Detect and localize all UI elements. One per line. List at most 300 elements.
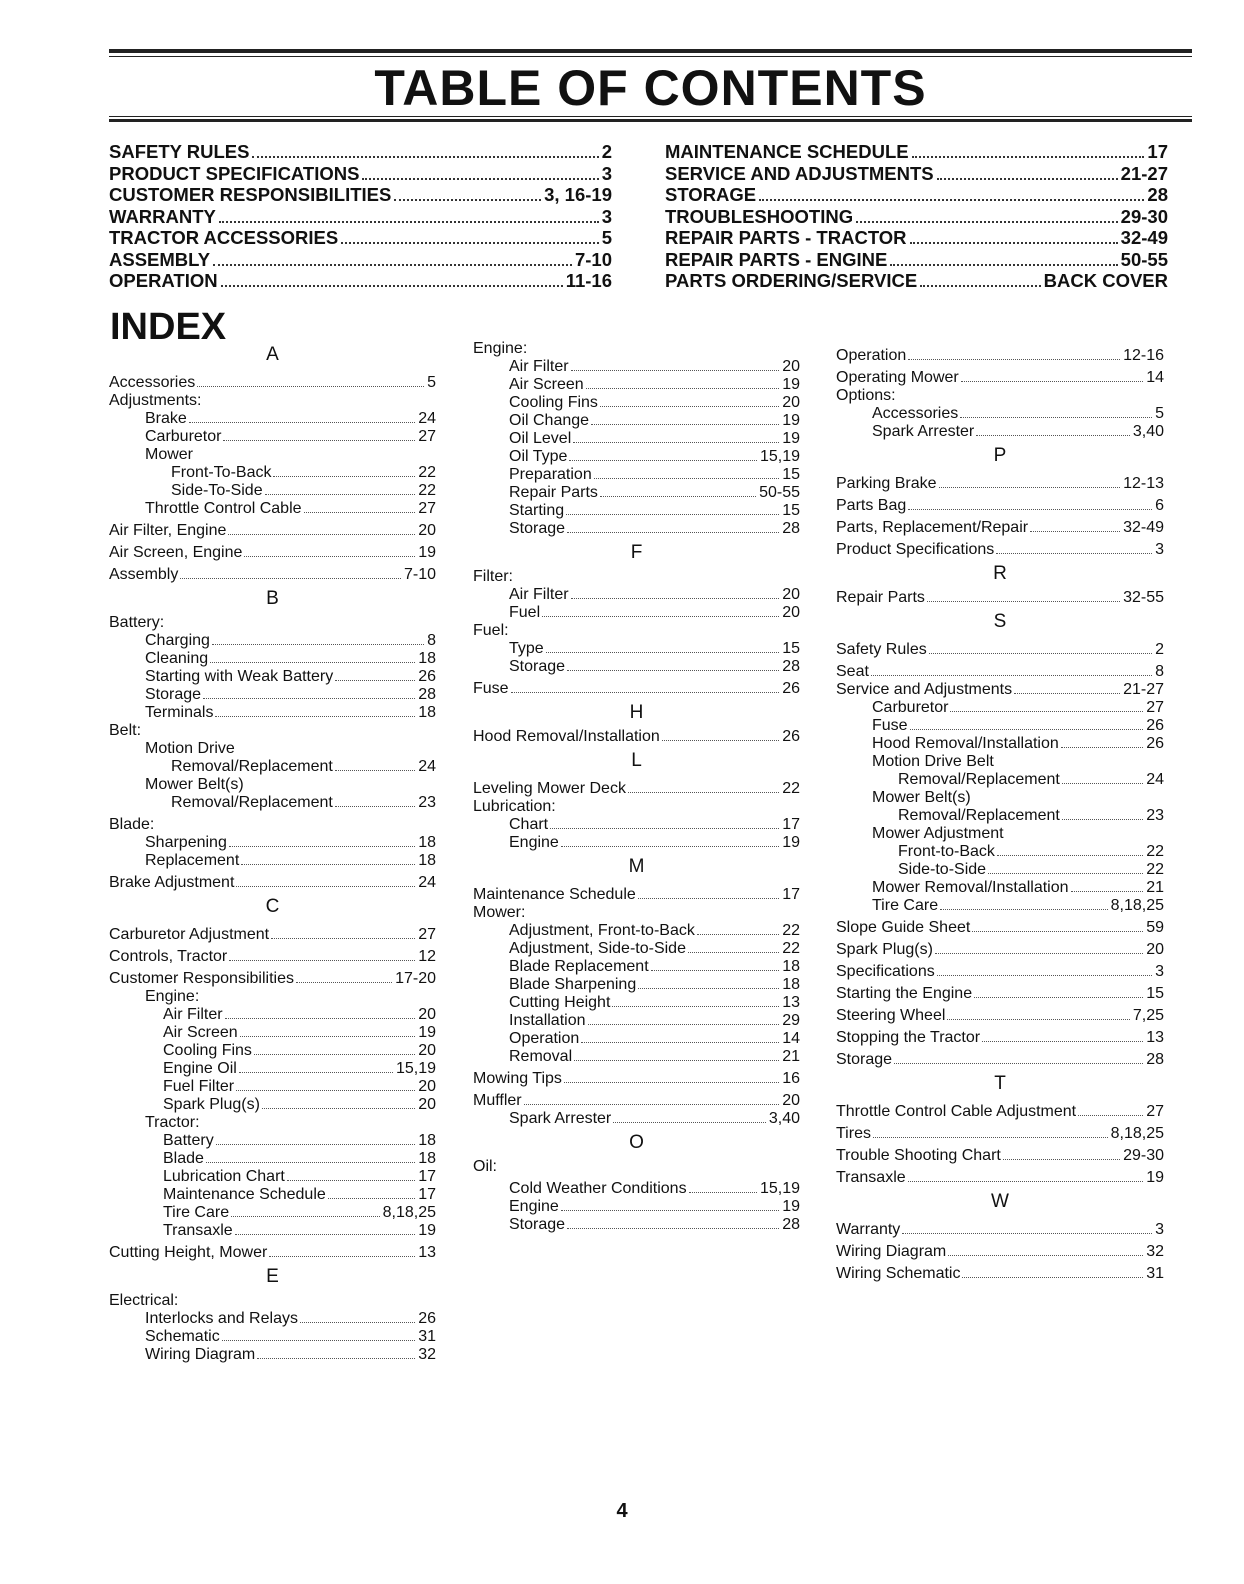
toc-row[interactable] — [665, 184, 1168, 206]
index-entry[interactable] — [836, 879, 1164, 897]
index-entry[interactable] — [109, 566, 436, 584]
index-entry-page: 13 — [418, 1244, 436, 1261]
index-entry-label: Assembly — [109, 566, 179, 583]
index-entry[interactable] — [109, 1060, 436, 1078]
index-entry[interactable] — [836, 497, 1164, 515]
index-entry-page: 12-13 — [1123, 475, 1164, 492]
leader-dots — [262, 1108, 415, 1109]
toc-page: 21-27 — [1120, 162, 1168, 184]
index-subheading — [109, 816, 436, 834]
index-entry[interactable] — [836, 771, 1164, 789]
index-entry[interactable] — [473, 484, 800, 502]
index-entry-page: 22 — [1146, 843, 1164, 860]
index-entry-page: 32-49 — [1123, 519, 1164, 536]
index-entry-page: 22 — [782, 922, 800, 939]
toc-page: 7-10 — [574, 248, 612, 270]
index-letter-heading: F — [630, 542, 643, 563]
index-entry-label: Service and Adjustments — [836, 681, 1013, 698]
toc-label: SAFETY RULES — [109, 141, 250, 162]
index-entry-label: Adjustment, Side-to-Side — [509, 940, 686, 957]
index-entry-page: 3 — [1155, 541, 1164, 558]
index-entry-label: Preparation — [509, 466, 592, 483]
index-entry-label: Blade Replacement — [509, 958, 649, 975]
leader-dots — [223, 440, 415, 441]
index-entry-page: 20 — [782, 394, 800, 411]
index-entry-label: Removal/Replacement — [171, 794, 333, 811]
index-entry[interactable] — [473, 448, 800, 466]
toc-row[interactable] — [109, 270, 612, 292]
index-entry[interactable] — [109, 794, 436, 812]
index-entry[interactable] — [836, 1051, 1164, 1069]
index-entry[interactable] — [836, 843, 1164, 861]
index-entry[interactable] — [836, 897, 1164, 915]
index-entry-label: Air Filter — [163, 1006, 223, 1023]
toc-page: 5 — [601, 227, 612, 248]
index-entry-page: 7,25 — [1132, 1007, 1164, 1024]
index-entry-page: 20 — [1146, 941, 1164, 958]
index-entry[interactable] — [473, 958, 800, 976]
index-entry[interactable] — [473, 922, 800, 940]
index-entry-label: Tire Care — [872, 897, 939, 914]
leader-dots — [688, 952, 779, 953]
toc-page: 2 — [601, 141, 612, 162]
index-entry[interactable] — [473, 834, 800, 852]
index-entry[interactable] — [836, 641, 1164, 659]
index-entry[interactable] — [109, 1024, 436, 1042]
index-entry-page: 24 — [418, 758, 436, 775]
index-entry[interactable] — [473, 780, 800, 798]
index-subheading — [109, 740, 436, 758]
index-entry-page: 19 — [418, 1222, 436, 1239]
leader-dots — [265, 494, 416, 495]
index-entry-page: 28 — [782, 520, 800, 537]
index-entry-label: Lubrication Chart — [163, 1168, 285, 1185]
index-subheading-label: Mower Adjustment — [872, 825, 1004, 842]
index-entry[interactable] — [473, 1198, 800, 1216]
index-entry[interactable] — [473, 376, 800, 394]
leader-dots — [947, 1019, 1129, 1020]
index-entry[interactable] — [836, 1007, 1164, 1025]
index-entry[interactable] — [473, 1216, 800, 1234]
index-entry[interactable] — [109, 1222, 436, 1240]
index-entry-label: Side-To-Side — [171, 482, 263, 499]
toc-row[interactable] — [665, 206, 1168, 228]
index-entry-label: Schematic — [145, 1328, 220, 1345]
index-entry[interactable] — [109, 632, 436, 650]
index-entry-page: 19 — [418, 544, 436, 561]
leader-dots — [939, 487, 1121, 488]
index-subheading-label: Filter: — [473, 568, 513, 585]
index-entry[interactable] — [109, 1078, 436, 1096]
index-entry[interactable] — [109, 704, 436, 722]
index-column-3 — [836, 343, 1164, 1283]
index-entry[interactable] — [473, 816, 800, 834]
index-entry-label: Terminals — [145, 704, 214, 721]
index-entry-page: 15,19 — [759, 1180, 800, 1197]
leader-dots — [662, 740, 779, 741]
toc-label: PARTS ORDERING/SERVICE — [665, 270, 918, 291]
index-entry[interactable] — [836, 735, 1164, 753]
toc-row[interactable] — [665, 249, 1168, 271]
leader-dots — [982, 1041, 1143, 1042]
index-entry[interactable] — [473, 1092, 800, 1110]
index-entry[interactable] — [109, 1168, 436, 1186]
leader-dots — [935, 953, 1143, 954]
index-subheading — [109, 392, 436, 410]
leader-dots — [920, 285, 1040, 287]
index-entry[interactable] — [109, 852, 436, 870]
index-entry[interactable] — [836, 919, 1164, 937]
leader-dots — [628, 792, 779, 793]
index-entry[interactable] — [473, 394, 800, 412]
index-entry-label: Wiring Diagram — [836, 1243, 947, 1260]
index-entry-label: Installation — [509, 1012, 586, 1029]
index-entry-label: Front-To-Back — [171, 464, 272, 481]
index-entry[interactable] — [109, 834, 436, 852]
index-entry-label: Accessories — [109, 374, 196, 391]
index-entry[interactable] — [836, 985, 1164, 1003]
index-entry[interactable] — [109, 970, 436, 988]
leader-dots — [961, 381, 1143, 382]
top-rule-thin — [109, 56, 1192, 57]
index-entry-label: Transaxle — [163, 1222, 233, 1239]
index-entry-label: Storage — [509, 658, 566, 675]
index-entry[interactable] — [836, 1125, 1164, 1143]
index-entry-label: Spark Arrester — [872, 423, 975, 440]
toc-row[interactable] — [109, 141, 612, 163]
toc-row[interactable] — [109, 249, 612, 271]
leader-dots — [394, 199, 541, 201]
index-entry-page: 19 — [782, 1198, 800, 1215]
index-entry[interactable] — [109, 926, 436, 944]
index-entry[interactable] — [473, 940, 800, 958]
leader-dots — [937, 975, 1152, 976]
leader-dots — [697, 934, 779, 935]
toc-label: TRACTOR ACCESSORIES — [109, 227, 339, 248]
index-entry-page: 15,19 — [395, 1060, 436, 1077]
leader-dots — [229, 960, 415, 961]
index-entry[interactable] — [836, 541, 1164, 559]
index-entry[interactable] — [109, 686, 436, 704]
index-entry[interactable] — [473, 358, 800, 376]
index-entry[interactable] — [473, 520, 800, 538]
toc-row[interactable] — [665, 227, 1168, 249]
index-entry[interactable] — [109, 874, 436, 892]
index-entry-page: 20 — [782, 586, 800, 603]
leader-dots — [300, 1322, 415, 1323]
index-entry-page: 22 — [418, 482, 436, 499]
index-entry[interactable] — [109, 428, 436, 446]
index-entry-page: 26 — [1146, 717, 1164, 734]
toc-row[interactable] — [109, 206, 612, 228]
index-entry-page: 50-55 — [759, 484, 800, 501]
index-entry-label: Mower Removal/Installation — [872, 879, 1069, 896]
index-subheading — [109, 988, 436, 1006]
leader-dots — [189, 422, 415, 423]
leader-dots — [871, 675, 1152, 676]
index-entry-label: Mowing Tips — [473, 1070, 562, 1087]
index-entry-page: 20 — [418, 1078, 436, 1095]
index-entry[interactable] — [473, 994, 800, 1012]
leader-dots — [269, 1256, 415, 1257]
toc-row[interactable] — [109, 227, 612, 249]
index-entry[interactable] — [109, 1186, 436, 1204]
index-entry[interactable] — [109, 1006, 436, 1024]
index-entry-page: 18 — [418, 852, 436, 869]
leader-dots — [910, 729, 1144, 730]
index-entry-label: Engine — [509, 834, 559, 851]
index-entry[interactable] — [473, 586, 800, 604]
index-entry[interactable] — [836, 807, 1164, 825]
toc-row[interactable] — [109, 184, 612, 206]
index-subheading — [836, 753, 1164, 771]
leader-dots — [894, 1063, 1143, 1064]
index-entry-label: Adjustment, Front-to-Back — [509, 922, 695, 939]
leader-dots — [976, 435, 1130, 436]
index-entry-label: Replacement — [145, 852, 240, 869]
index-subheading — [836, 387, 1164, 405]
index-entry-label: Stopping the Tractor — [836, 1029, 981, 1046]
index-entry-label: Repair Parts — [509, 484, 598, 501]
index-entry-page: 15 — [1146, 985, 1164, 1002]
index-entry-label: Slope Guide Sheet — [836, 919, 971, 936]
index-entry-page: 20 — [782, 358, 800, 375]
index-subheading-label: Adjustments: — [109, 392, 202, 409]
index-subheading — [109, 1114, 436, 1132]
index-entry[interactable] — [836, 1265, 1164, 1283]
index-entry[interactable] — [473, 976, 800, 994]
index-entry[interactable] — [836, 941, 1164, 959]
leader-dots — [612, 1006, 779, 1007]
index-entry-label: Blade — [163, 1150, 204, 1167]
index-entry-page: 32 — [1146, 1243, 1164, 1260]
index-entry[interactable] — [109, 1310, 436, 1328]
index-entry-label: Cold Weather Conditions — [509, 1180, 687, 1197]
index-entry-label: Specifications — [836, 963, 935, 980]
leader-dots — [180, 578, 401, 579]
index-entry-page: 16 — [782, 1070, 800, 1087]
index-entry[interactable] — [473, 728, 800, 746]
index-entry[interactable] — [473, 412, 800, 430]
index-entry[interactable] — [109, 1204, 436, 1222]
toc-page: BACK COVER — [1043, 270, 1168, 291]
index-entry[interactable] — [473, 680, 800, 698]
index-entry[interactable] — [836, 475, 1164, 493]
leader-dots — [988, 873, 1143, 874]
index-entry[interactable] — [109, 1244, 436, 1262]
index-letter-heading: S — [993, 611, 1007, 632]
page-title: TABLE OF CONTENTS — [374, 60, 927, 116]
index-subheading-label: Oil: — [473, 1158, 497, 1175]
leader-dots — [273, 476, 415, 477]
leader-dots — [569, 460, 757, 461]
index-subheading-label: Motion Drive — [145, 740, 235, 757]
index-entry-page: 29-30 — [1123, 1147, 1164, 1164]
index-entry[interactable] — [836, 699, 1164, 717]
leader-dots — [927, 601, 1120, 602]
index-entry-page: 29 — [782, 1012, 800, 1029]
index-entry-page: 20 — [418, 1042, 436, 1059]
leader-dots — [638, 898, 779, 899]
index-entry[interactable] — [473, 640, 800, 658]
index-entry[interactable] — [473, 1012, 800, 1030]
index-entry-page: 18 — [418, 1132, 436, 1149]
toc-row[interactable] — [109, 163, 612, 185]
index-entry-page: 20 — [782, 1092, 800, 1109]
index-entry-label: Parking Brake — [836, 475, 937, 492]
index-entry[interactable] — [836, 519, 1164, 537]
index-subheading-label: Blade: — [109, 816, 155, 833]
index-entry[interactable] — [109, 522, 436, 540]
index-entry[interactable] — [473, 1180, 800, 1198]
toc-page: 3 — [601, 205, 612, 227]
index-entry[interactable] — [473, 1030, 800, 1048]
leader-dots — [335, 680, 415, 681]
index-entry[interactable] — [836, 347, 1164, 365]
index-entry[interactable] — [109, 544, 436, 562]
index-entry[interactable] — [836, 405, 1164, 423]
index-entry[interactable] — [836, 589, 1164, 607]
index-entry[interactable] — [109, 1132, 436, 1150]
index-letter-heading: H — [629, 702, 644, 723]
index-entry-label: Tire Care — [163, 1204, 230, 1221]
index-entry[interactable] — [109, 650, 436, 668]
index-entry-page: 19 — [782, 412, 800, 429]
index-entry-page: 19 — [782, 376, 800, 393]
index-entry[interactable] — [109, 374, 436, 392]
index-entry-page: 31 — [1146, 1265, 1164, 1282]
index-entry-label: Oil Change — [509, 412, 590, 429]
index-entry-page: 23 — [1146, 807, 1164, 824]
index-entry[interactable] — [473, 886, 800, 904]
toc-row[interactable] — [665, 270, 1168, 292]
index-entry[interactable] — [109, 500, 436, 518]
index-entry-label: Tires — [836, 1125, 871, 1142]
index-entry[interactable] — [836, 663, 1164, 681]
index-entry-label: Operation — [509, 1030, 580, 1047]
leader-dots — [271, 938, 415, 939]
index-entry-label: Removal/Replacement — [171, 758, 333, 775]
index-entry[interactable] — [109, 758, 436, 776]
index-entry[interactable] — [473, 1070, 800, 1088]
index-entry[interactable] — [109, 1042, 436, 1060]
index-entry[interactable] — [473, 1110, 800, 1128]
index-entry[interactable] — [473, 502, 800, 520]
index-entry-label: Cutting Height, Mower — [109, 1244, 268, 1261]
index-entry-label: Transaxle — [836, 1169, 906, 1186]
index-entry-label: Repair Parts — [836, 589, 925, 606]
index-subheading-label: Tractor: — [145, 1114, 200, 1131]
index-entry[interactable] — [109, 464, 436, 482]
index-entry-page: 17-20 — [395, 970, 436, 987]
index-letter-heading: M — [628, 856, 645, 877]
index-entry[interactable] — [109, 1096, 436, 1114]
index-entry[interactable] — [109, 948, 436, 966]
index-entry[interactable] — [836, 963, 1164, 981]
index-entry[interactable] — [836, 1147, 1164, 1165]
index-entry[interactable] — [473, 430, 800, 448]
index-subheading — [473, 798, 800, 816]
index-entry-page: 31 — [418, 1328, 436, 1345]
index-entry[interactable] — [836, 861, 1164, 879]
index-entry[interactable] — [836, 1169, 1164, 1187]
index-entry[interactable] — [473, 466, 800, 484]
index-entry[interactable] — [836, 1243, 1164, 1261]
index-entry-label: Battery — [163, 1132, 214, 1149]
index-entry[interactable] — [836, 1221, 1164, 1239]
leader-dots — [929, 653, 1152, 654]
index-subheading — [836, 825, 1164, 843]
index-subheading-label: Mower — [145, 446, 194, 463]
index-subheading — [109, 446, 436, 464]
index-entry-label: Spark Plug(s) — [836, 941, 933, 958]
index-letter-heading: T — [994, 1073, 1006, 1094]
index-entry[interactable] — [836, 1029, 1164, 1047]
index-entry[interactable] — [836, 423, 1164, 441]
toc-row[interactable] — [665, 141, 1168, 163]
index-entry-page: 15,19 — [759, 448, 800, 465]
leader-dots — [856, 221, 1118, 223]
title-rule-thin — [109, 116, 1192, 117]
index-entry-page: 32 — [418, 1346, 436, 1363]
index-entry[interactable] — [109, 1150, 436, 1168]
leader-dots — [588, 1024, 780, 1025]
index-letter-heading: O — [629, 1132, 644, 1153]
leader-dots — [546, 652, 780, 653]
index-entry-page: 14 — [782, 1030, 800, 1047]
index-entry-label: Warranty — [836, 1221, 901, 1238]
leader-dots — [197, 386, 424, 387]
index-entry-label: Cooling Fins — [163, 1042, 252, 1059]
index-entry[interactable] — [473, 658, 800, 676]
toc-label: WARRANTY — [109, 205, 216, 227]
index-entry-page: 3 — [1155, 1221, 1164, 1238]
index-subheading — [109, 614, 436, 632]
index-entry-label: Carburetor — [872, 699, 949, 716]
index-entry-page: 22 — [782, 940, 800, 957]
leader-dots — [1014, 693, 1120, 694]
leader-dots — [236, 1090, 415, 1091]
leader-dots — [600, 496, 756, 497]
leader-dots — [937, 178, 1118, 180]
index-subheading — [473, 340, 800, 358]
index-entry[interactable] — [836, 1103, 1164, 1121]
leader-dots — [948, 1255, 1143, 1256]
index-subheading-label: Battery: — [109, 614, 165, 631]
leader-dots — [974, 997, 1143, 998]
index-entry[interactable] — [109, 410, 436, 428]
leader-dots — [216, 1144, 416, 1145]
index-entry[interactable] — [836, 681, 1164, 699]
index-entry-page: 18 — [418, 704, 436, 721]
index-entry[interactable] — [109, 482, 436, 500]
leader-dots — [600, 406, 779, 407]
index-entry-label: Oil Level — [509, 430, 572, 447]
index-entry[interactable] — [109, 668, 436, 686]
index-entry-page: 28 — [782, 1216, 800, 1233]
index-entry[interactable] — [836, 717, 1164, 735]
index-entry[interactable] — [836, 369, 1164, 387]
index-entry-label: Side-to-Side — [898, 861, 987, 878]
index-entry[interactable] — [109, 1328, 436, 1346]
toc-page: 3, 16-19 — [544, 184, 612, 205]
leader-dots — [362, 178, 598, 180]
index-entry[interactable] — [473, 1048, 800, 1066]
index-entry-page: 8,18,25 — [1110, 1125, 1164, 1142]
index-entry[interactable] — [109, 1346, 436, 1364]
toc-row[interactable] — [665, 163, 1168, 185]
index-entry[interactable] — [473, 604, 800, 622]
